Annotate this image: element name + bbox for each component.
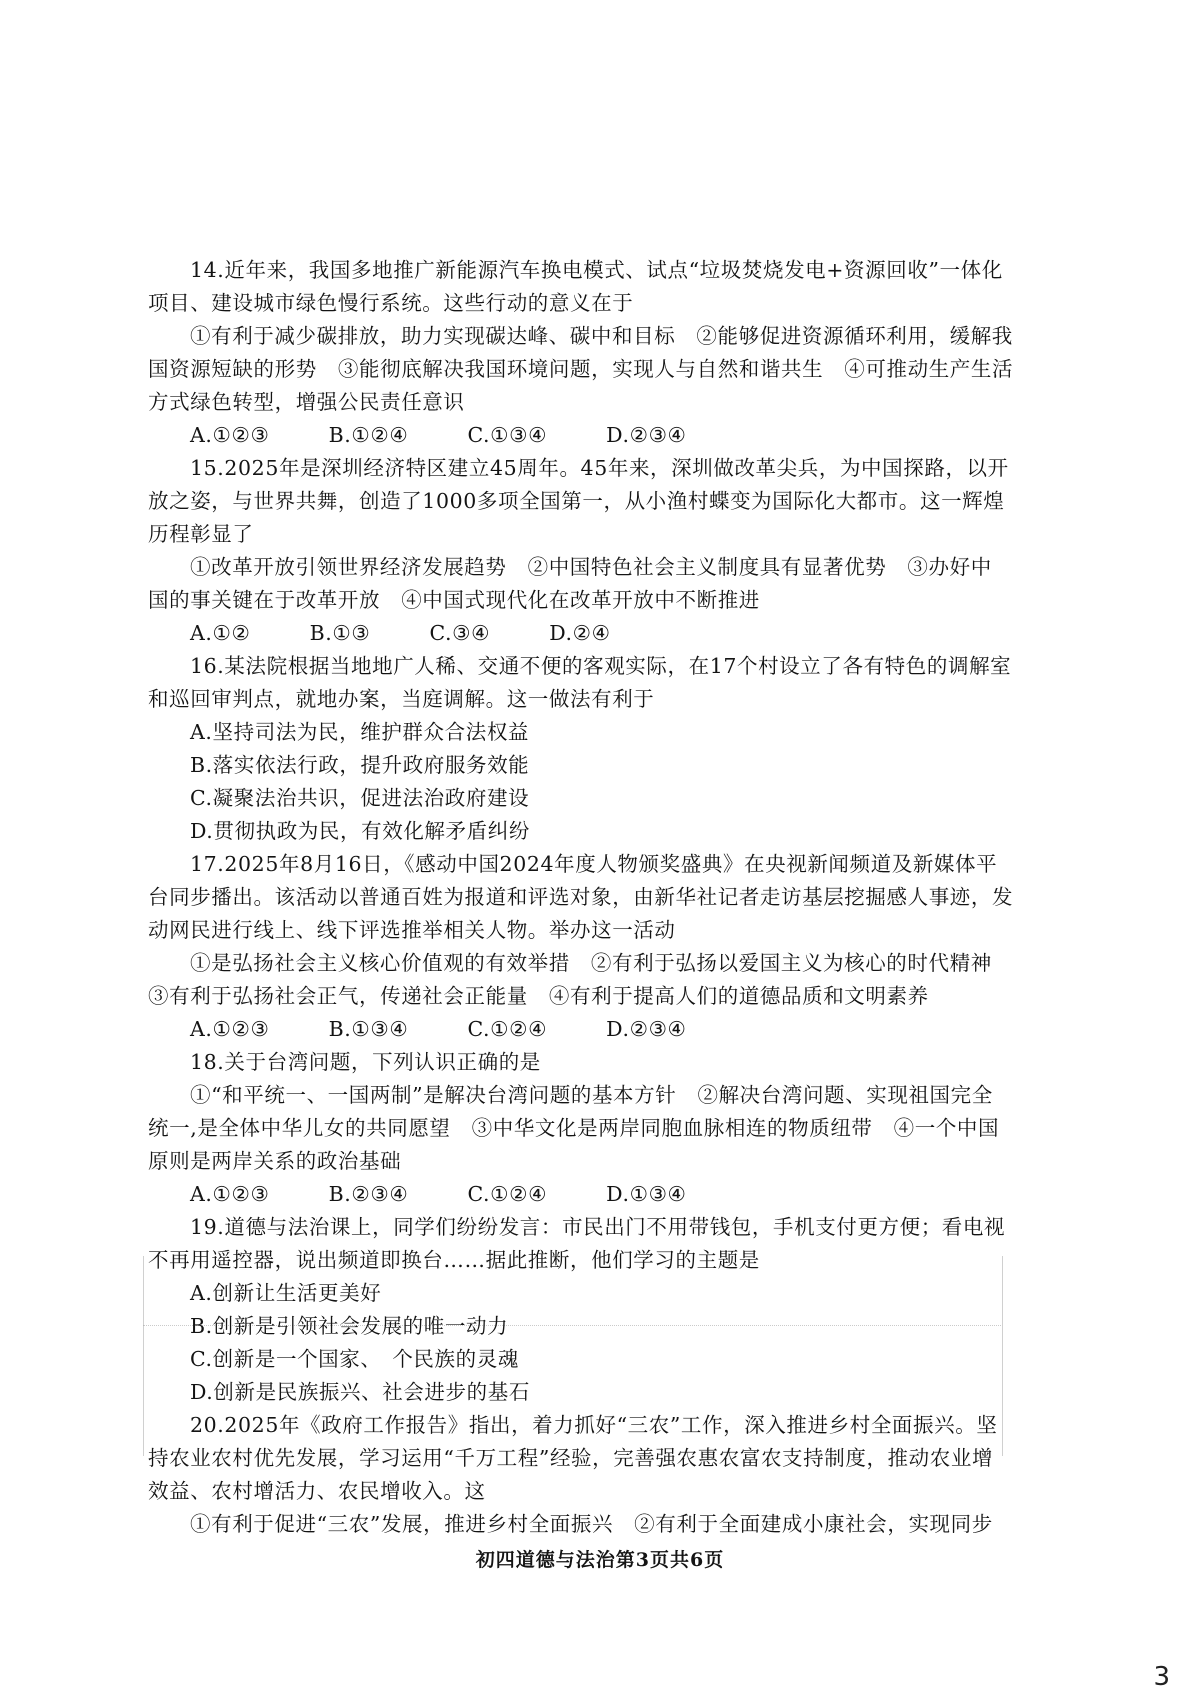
question-17 [148,848,1048,1046]
choice-d: D.创新是民族振兴、社会进步的基石 [190,1380,530,1404]
page-footer: 初四道德与法治第3页共6页 [475,1549,725,1571]
statement-line: ③有利于弘扬社会正气，传递社会正能量 ④有利于提高人们的道德品质和文明素养 [148,984,929,1008]
question-stem-line: 放之姿，与世界共舞，创造了1000多项全国第一，从小渔村蝶变为国际化大都市。这一辉煌 [148,489,1005,513]
choice-b: B.落实依法行政，提升政府服务效能 [190,753,530,777]
question-15 [148,452,1048,650]
options-row [148,617,1048,650]
option-c: C.①③④ [467,423,548,447]
question-stem-line: 17.2025年8月16日，《感动中国2024年度人物颁奖盛典》在央视新闻频道及新媒体平 [190,852,998,876]
question-stem-line: 项目、建设城市绿色慢行系统。这些行动的意义在于 [148,291,634,315]
statement-line: ①改革开放引领世界经济发展趋势 ②中国特色社会主义制度具有显著优势 ③办好中 [190,555,992,579]
question-19 [148,1211,1048,1409]
question-14 [148,254,1048,452]
question-stem-line: 14.近年来，我国多地推广新能源汽车换电模式、试点“垃圾焚烧发电+资源回收”一体化 [190,258,1003,282]
choice-c: C.创新是一个国家、 个民族的灵魂 [190,1347,519,1371]
statement-line: ①是弘扬社会主义核心价值观的有效举措 ②有利于弘扬以爱国主义为核心的时代精神 [190,951,992,975]
option-d: D.②③④ [606,1017,687,1041]
option-a: A.①②③ [190,1017,270,1041]
choice-a: A.创新让生活更美好 [190,1281,382,1305]
statement-line: 国的事关键在于改革开放 ④中国式现代化在改革开放中不断推进 [148,588,760,612]
option-b: B.①②④ [328,423,409,447]
option-c: C.①②④ [467,1017,548,1041]
question-stem-line: 和巡回审判点，就地办案，当庭调解。这一做法有利于 [148,687,655,711]
question-stem-line: 历程彰显了 [148,522,254,546]
question-stem-line: 19.道德与法治课上，同学们纷纷发言：市民出门不用带钱包，手机支付更方便；看电视 [190,1215,1006,1239]
question-16 [148,650,1048,848]
statement-line: 统一,是全体中华儿女的共同愿望 ③中华文化是两岸同胞血脉相连的物质纽带 ④一个中国 [148,1116,1000,1140]
statement-line: ①“和平统一、一国两制”是解决台湾问题的基本方针 ②解决台湾问题、实现祖国完全 [190,1083,993,1107]
question-stem-line: 20.2025年《政府工作报告》指出，着力抓好“三农”工作，深入推进乡村全面振兴。坚 [190,1413,998,1437]
question-18 [148,1046,1048,1211]
options-row [148,419,1048,452]
question-stem-line: 台同步播出。该活动以普通百姓为报道和评选对象，由新华社记者走访基层挖掘感人事迹，发 [148,885,1014,909]
statement-line: 国资源短缺的形势 ③能彻底解决我国环境问题，实现人与自然和谐共生 ④可推动生产生活 [148,357,1014,381]
option-a: A.①②③ [190,1182,270,1206]
options-row [148,1013,1048,1046]
question-20 [148,1409,1048,1541]
option-b: B.①③ [309,621,371,645]
option-c: C.③④ [429,621,491,645]
question-stem-line: 效益、农村增活力、农民增收入。这 [148,1479,486,1503]
choice-d: D.贯彻执政为民，有效化解矛盾纠纷 [190,819,530,843]
option-b: B.①③④ [328,1017,409,1041]
statement-line: ①有利于促进“三农”发展，推进乡村全面振兴 ②有利于全面建成小康社会，实现同步 [190,1512,993,1536]
statement-line: ①有利于减少碳排放，助力实现碳达峰、碳中和目标 ②能够促进资源循环利用，缓解我 [190,324,1013,348]
question-stem-line: 18.关于台湾问题，下列认识正确的是 [190,1050,541,1074]
option-a: A.①②③ [190,423,270,447]
choice-b: B.创新是引领社会发展的唯一动力 [190,1314,509,1338]
statement-line: 方式绿色转型，增强公民责任意识 [148,390,465,414]
statement-line: 原则是两岸关系的政治基础 [148,1149,402,1173]
option-d: D.①③④ [606,1182,687,1206]
question-stem-line: 不再用遥控器，说出频道即换台……据此推断，他们学习的主题是 [148,1248,760,1272]
option-c: C.①②④ [467,1182,548,1206]
option-a: A.①② [190,621,251,645]
choice-a: A.坚持司法为民，维护群众合法权益 [190,720,530,744]
options-row [148,1178,1048,1211]
question-stem-line: 持农业农村优先发展，学习运用“千万工程”经验，完善强农惠农富农支持制度，推动农业增 [148,1446,994,1470]
option-d: D.②④ [549,621,611,645]
questions-content [148,254,1048,1541]
page-number: 3 [1153,1662,1170,1692]
question-stem-line: 动网民进行线上、线下评选推举相关人物。举办这一活动 [148,918,676,942]
question-stem-line: 16.某法院根据当地地广人稀、交通不便的客观实际，在17个村设立了各有特色的调解室 [190,654,1012,678]
choice-c: C.凝聚法治共识，促进法治政府建设 [190,786,530,810]
option-d: D.②③④ [606,423,687,447]
question-stem-line: 15.2025年是深圳经济特区建立45周年。45年来，深圳做改革尖兵，为中国探路，以开 [190,456,1009,480]
option-b: B.②③④ [328,1182,409,1206]
